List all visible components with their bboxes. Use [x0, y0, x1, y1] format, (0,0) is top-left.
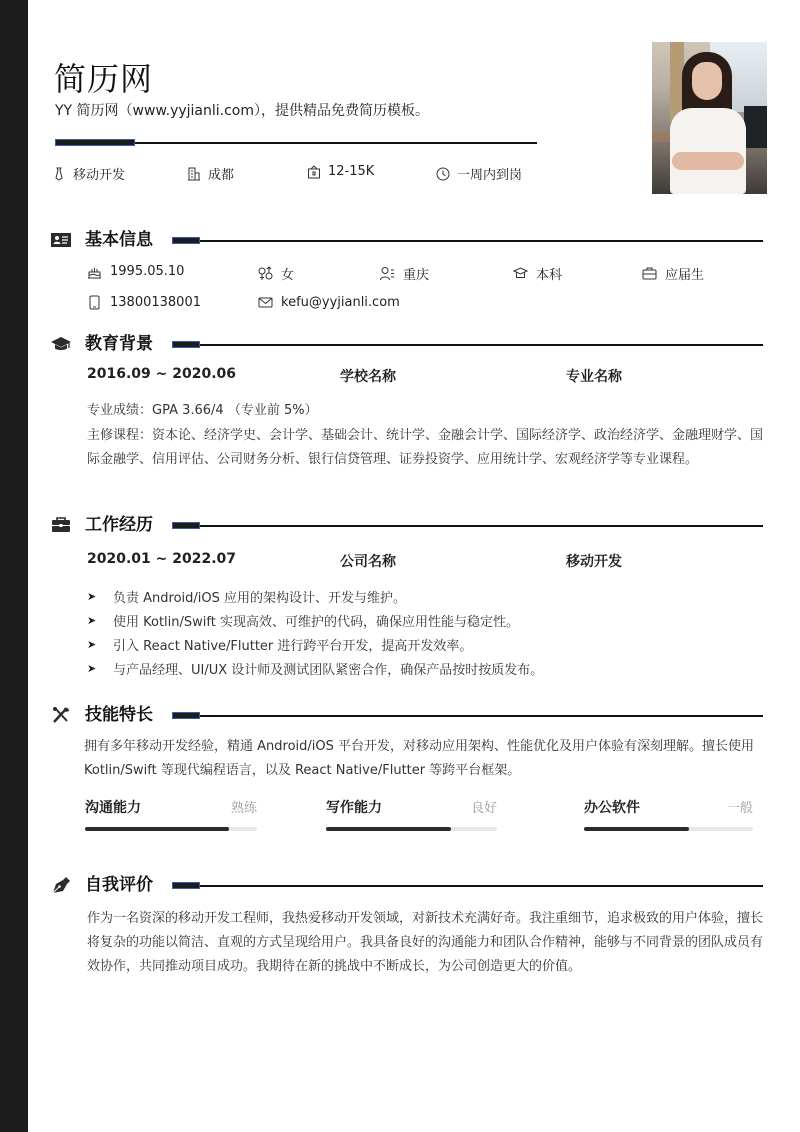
info-status	[642, 264, 704, 283]
section-title: 工作经历	[85, 515, 153, 535]
section-work	[50, 513, 763, 537]
education-school: 学校名称	[340, 369, 396, 385]
skill-level: 熟练	[230, 801, 257, 816]
skill-level: 良好	[470, 801, 497, 816]
left-decorative-strip	[0, 0, 28, 1132]
toolbox-icon	[50, 516, 72, 534]
tag-salary-label: 12-15K	[328, 164, 375, 179]
education-courses: 主修课程：资本论、经济学史、会计学、基础会计、统计学、金融会计学、国际经济学、政治经济学、金融理财学、国际金融学、信用评估、公司财务分析、银行信贷管理、证券投资学、应用统计学、宏观经济学等专业课程。	[87, 428, 764, 467]
profile-photo	[652, 42, 767, 194]
skill-bar-fill	[85, 827, 229, 831]
skill-bar-fill	[326, 827, 451, 831]
education-row	[87, 366, 767, 386]
section-divider	[200, 525, 763, 527]
cake-icon	[87, 264, 102, 279]
briefcase-icon	[642, 266, 657, 281]
skill-name: 办公软件	[584, 800, 640, 816]
tag-job	[52, 164, 125, 183]
info-phone	[87, 295, 201, 310]
section-divider-accent	[172, 712, 200, 719]
tag-city	[187, 164, 234, 183]
header-divider-accent	[55, 139, 135, 146]
phone-icon	[87, 295, 102, 310]
skill-item	[85, 797, 257, 833]
pen-nib-icon	[50, 876, 72, 894]
skill-name: 写作能力	[326, 800, 382, 816]
info-hometown-value: 重庆	[403, 268, 430, 283]
self-evaluation-text: 作为一名资深的移动开发工程师，我热爱移动开发领域，对新技术充满好奇。我注重细节，追求极致的用户体验，擅长将复杂的功能以简洁、直观的方式呈现给用户。我具备良好的沟通能力和团队合作精神，能够与不同背景的团队成员有效协作，共同推动项目成功。我期待在新的挑战中不断成长，为公司创造更大的价值。	[87, 911, 764, 974]
work-period: 2020.01 ~ 2022.07	[87, 551, 237, 567]
arrow-bullet-icon: ➤	[87, 590, 97, 603]
work-bullet-text: 使用 Kotlin/Swift 实现高效、可维护的代码，确保应用性能与稳定性。	[113, 615, 519, 630]
gender-icon	[258, 266, 273, 281]
info-status-value: 应届生	[665, 268, 705, 283]
arrow-bullet-icon: ➤	[87, 662, 97, 675]
section-divider	[200, 885, 763, 887]
section-divider-accent	[172, 522, 200, 529]
building-icon	[187, 167, 201, 181]
clock-icon	[436, 167, 450, 181]
skill-bar	[85, 827, 257, 831]
work-bullet	[87, 659, 543, 678]
work-bullet	[87, 611, 519, 630]
section-divider-accent	[172, 341, 200, 348]
info-phone-value: 13800138001	[110, 295, 201, 310]
work-bullet-text: 负责 Android/iOS 应用的架构设计、开发与维护。	[113, 591, 407, 606]
tag-availability	[436, 164, 522, 183]
id-card-icon	[50, 231, 72, 249]
section-title: 自我评价	[85, 875, 153, 895]
section-skills	[50, 703, 763, 727]
arrow-bullet-icon: ➤	[87, 614, 97, 627]
work-bullet	[87, 635, 472, 654]
graduation-cap-icon	[50, 335, 72, 353]
section-education	[50, 332, 763, 356]
section-self-evaluation	[50, 873, 763, 897]
work-bullet	[87, 587, 406, 606]
section-divider-accent	[172, 237, 200, 244]
work-position: 移动开发	[566, 554, 622, 570]
skill-item	[326, 797, 497, 833]
tie-icon	[52, 167, 66, 181]
tag-availability-label: 一周内到岗	[457, 168, 523, 183]
info-birthday-value: 1995.05.10	[110, 264, 185, 279]
skill-name: 沟通能力	[85, 800, 141, 816]
arrow-bullet-icon: ➤	[87, 638, 97, 651]
tag-city-label: 成都	[208, 168, 235, 183]
skill-level: 一般	[726, 801, 753, 816]
skill-bar	[584, 827, 753, 831]
section-title: 技能特长	[85, 705, 153, 725]
info-degree	[513, 264, 562, 283]
info-hometown	[380, 264, 429, 283]
tag-salary	[307, 164, 374, 179]
section-divider	[200, 240, 763, 242]
info-email	[258, 295, 400, 310]
mail-icon	[258, 295, 273, 310]
work-company: 公司名称	[340, 554, 396, 570]
info-degree-value: 本科	[536, 268, 563, 283]
resume-name: 简历网	[54, 60, 154, 98]
person-list-icon	[380, 266, 395, 281]
skill-item	[584, 797, 753, 833]
education-major: 专业名称	[566, 369, 622, 385]
graduation-cap-icon	[513, 266, 528, 281]
section-title: 基本信息	[85, 230, 153, 250]
education-period: 2016.09 ~ 2020.06	[87, 366, 237, 382]
skills-description: 拥有多年移动开发经验，精通 Android/iOS 平台开发，对移动应用架构、性能优化及用户体验有深刻理解。擅长使用 Kotlin/Swift 等现代编程语言，以及 React Native/Flutter 等跨平台框架。	[84, 739, 755, 778]
section-divider	[200, 344, 763, 346]
info-gender-value: 女	[281, 268, 295, 283]
section-title: 教育背景	[85, 334, 153, 354]
tools-icon	[50, 706, 72, 724]
work-row	[87, 551, 767, 571]
resume-subtitle: YY 简历网（www.yyjianli.com），提供精品免费简历模板。	[55, 103, 429, 119]
work-bullet-text: 引入 React Native/Flutter 进行跨平台开发，提高开发效率。	[113, 639, 473, 654]
education-gpa: 专业成绩：GPA 3.66/4 （专业前 5%）	[87, 403, 318, 418]
work-bullet-text: 与产品经理、UI/UX 设计师及测试团队紧密合作，确保产品按时按质发布。	[113, 663, 544, 678]
section-basic-info	[50, 228, 763, 252]
section-divider-accent	[172, 882, 200, 889]
info-birthday	[87, 264, 184, 279]
section-divider	[200, 715, 763, 717]
skill-bar	[326, 827, 497, 831]
info-gender	[258, 264, 294, 283]
tag-job-label: 移动开发	[73, 168, 126, 183]
intent-tags	[52, 164, 552, 184]
skill-bar-fill	[584, 827, 689, 831]
wallet-icon	[307, 165, 321, 179]
info-email-value: kefu@yyjianli.com	[281, 295, 400, 310]
